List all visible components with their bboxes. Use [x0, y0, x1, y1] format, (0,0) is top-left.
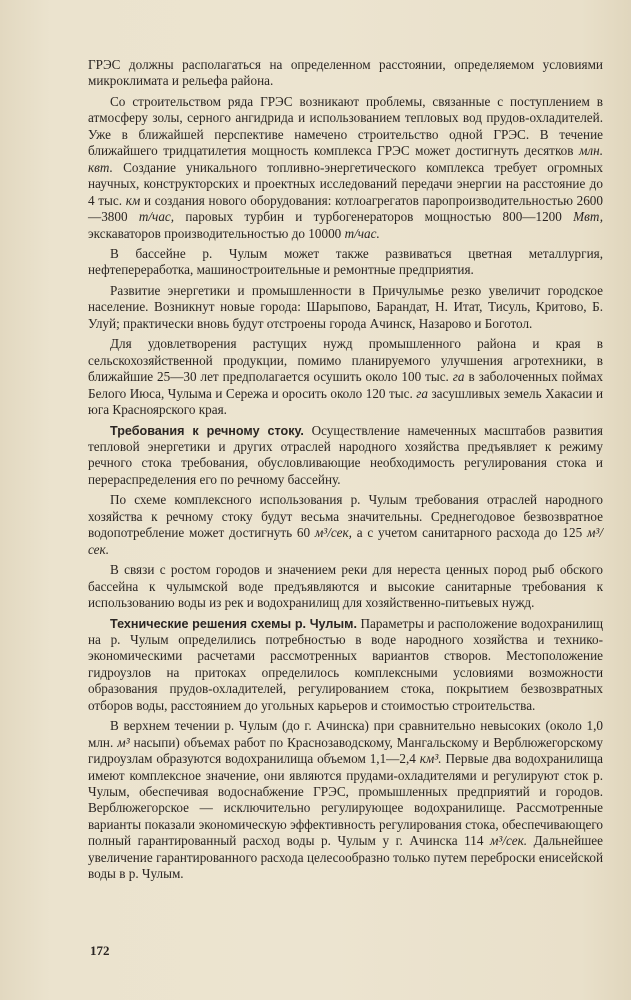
paragraph-7: По схеме комплексного использования р. Чулым требования отраслей народного хозяйства к речному стоку будут весьма значительны. Среднегодовое безвозвратное водопотребление может достигнуть 60 м³/сек, а с учетом санитарного расхода до 125 м³/сек. — [88, 492, 604, 557]
body-text — [88, 57, 603, 883]
paragraph-8: В связи с ростом городов и значением реки для нереста ценных пород рыб обского бассейна к чулымской воде предъявляются и высокие санитарные требования к использованию воды из рек и водохранилищ для хозяйственно-питьевых нужд. — [88, 562, 603, 611]
paragraph-6: Требования к речному стоку. Осуществление намеченных масштабов развития тепловой энергетики и других отраслей народного хозяйства предъявляет к режиму речного стока требования, обусловливающие необходимость регулирования стока и перераспределения его по речному бассейну. — [88, 422, 603, 487]
paragraph-9: Технические решения схемы р. Чулым. Параметры и расположение водохранилищ на р. Чулым определились потребностью в воде народного хозяйства и технико-экономическими расчетами рассмотренных вариантов створов. Местоположение гидроузлов на притоках определилось комплексными условиями возможности образования прудов-охладителей, регулированием стока, покрытием безвозвратных отборов воды, расстоянием до угольных карьеров и стоимостью строительства. — [88, 615, 603, 713]
paragraph-3: В бассейне р. Чулым может также развиваться цветная металлургия, нефтепереработка, машиностроительные и ремонтные предприятия. — [88, 245, 603, 278]
page-number: 172 — [90, 943, 110, 958]
paragraph-4: Развитие энергетики и промышленности в Причулымье резко увеличит городское население. Возникнут новые города: Шарыпово, Барандат, Н. Итат, Тисуль, Критово, Б. Улуй; практически вновь будут отстроены города Ачинск, Назарово и Боготол. — [88, 282, 603, 331]
paragraph-2: Со строительством ряда ГРЭС возникают проблемы, связанные с поступлением в атмосферу золы, серного ангидрида и использованием тепловых вод прудов-охладителей. Уже в ближайшей перспективе намечено строительство одной ГРЭС. В течение ближайшего тридцатилетия мощность комплекса ГРЭС может достигнуть десятков млн. квт. Создание уникального топливно-энергетического комплекса требует огромных научных, конструкторских и проектных исследований передачи энергии на расстояние до 4 тыс. км и создания нового оборудования: котлоагрегатов паропроизводительностью 2600—3800 т/час, паровых турбин и турбогенераторов мощностью 800—1200 Мвт, экскаваторов производительностью до 10000 т/час. — [88, 93, 603, 241]
paragraph-10: В верхнем течении р. Чулым (до г. Ачинска) при сравнительно невысоких (около 1,0 млн. м³ насыпи) объемах работ по Краснозаводскому, Мангальскому и Верблюжегорскому гидроузлам образуются водохранилища объемом 1,1—2,4 км³. Первые два водохранилища имеют комплексное значение, они являются прудами-охладителями и регулируют сток р. Чулым, обеспечивая водоснабжение ГРЭС, промышленных предприятий и городов. Верблюжегорское — исключительно регулирующее водохранилище. Рассмотренные варианты показали экономическую эффективность регулирования стока, обеспечивающего полный гарантированный расход воды р. Чулым у г. Ачинска 114 м³/сек. Дальнейшее увеличение гарантированного расхода целесообразно только путем переброски енисейской воды в р. Чулым. — [88, 718, 603, 882]
paragraph-1: ГРЭС должны располагаться на определенном расстоянии, определяемом условиями микроклимата и рельефа района. — [88, 57, 603, 89]
paragraph-5: Для удовлетворения растущих нужд промышленного района и края в сельскохозяйственной продукции, помимо планируемого улучшения агротехники, в ближайшие 25—30 лет предполагается осушить около 100 тыс. га в заболоченных поймах Белого Июса, Чулыма и Сережа и оросить около 120 тыс. га засушливых земель Хакасии и юга Красноярского края. — [88, 336, 603, 418]
